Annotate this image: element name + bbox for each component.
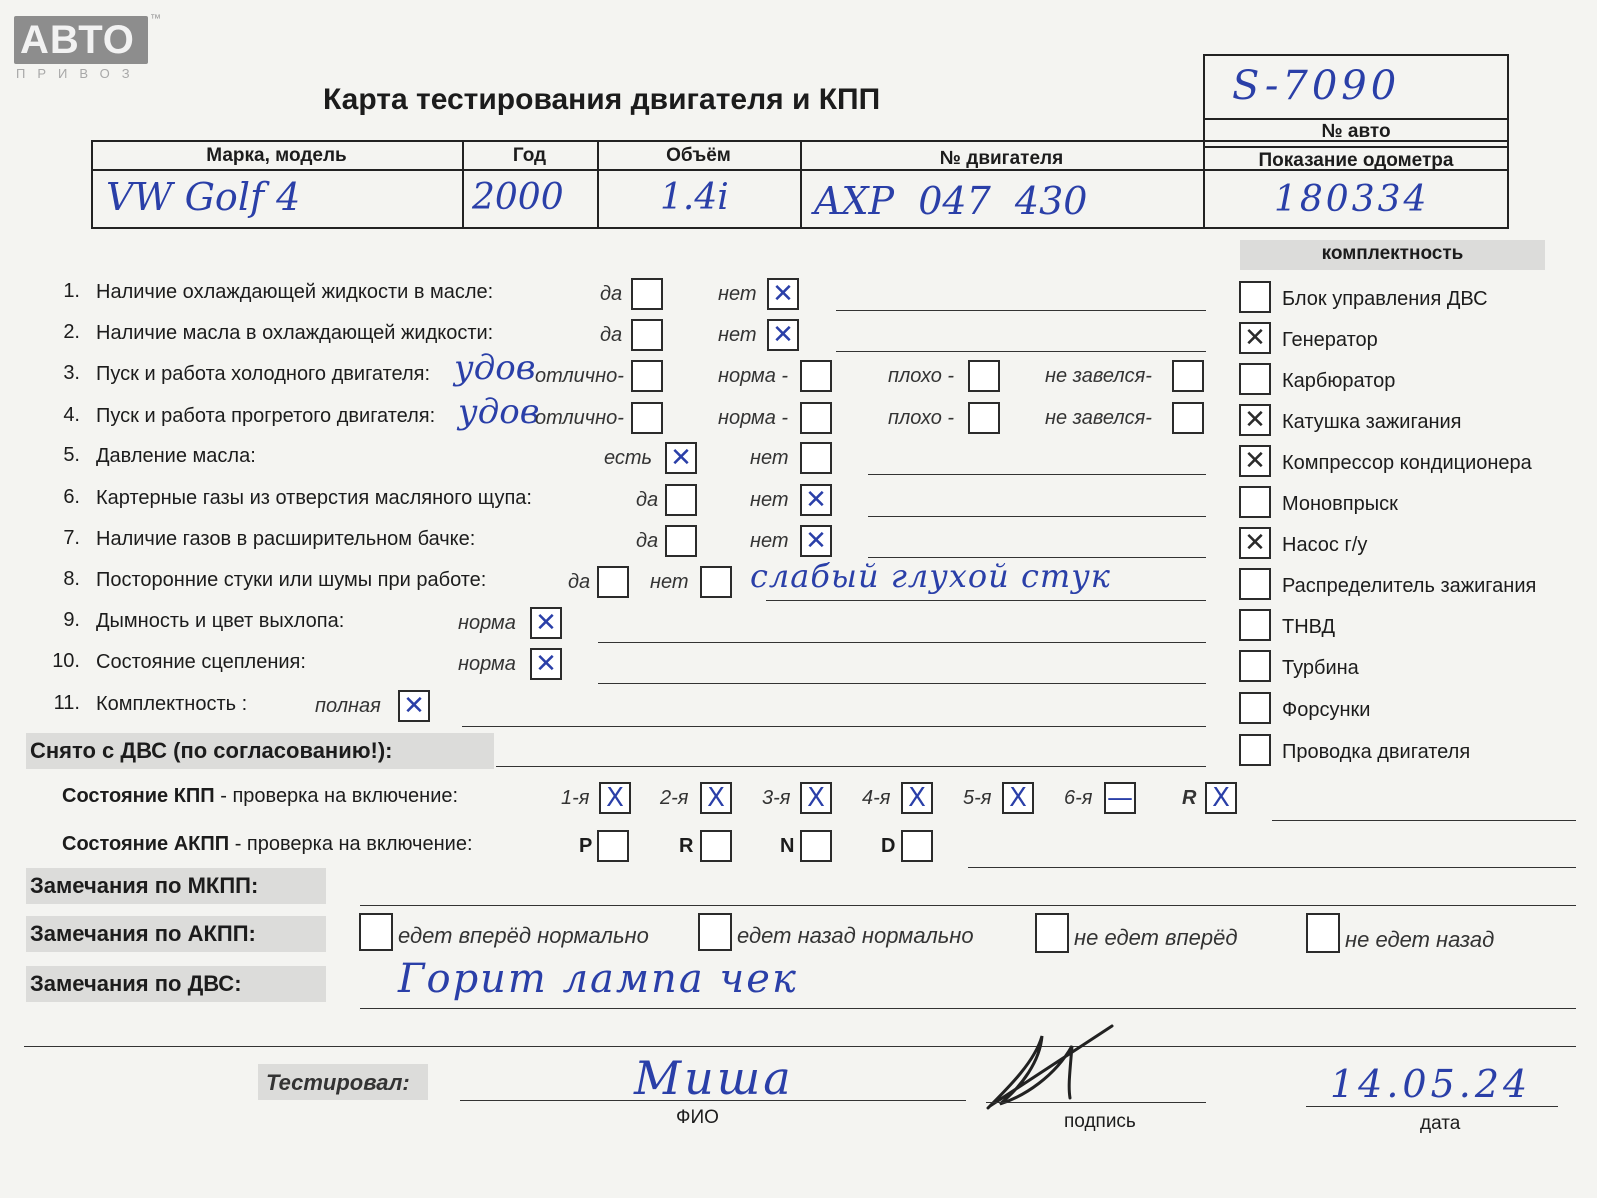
check-2-opt1: да	[600, 324, 623, 346]
col-year: Год	[512, 145, 547, 166]
check-5-no-box[interactable]	[800, 442, 832, 474]
check-11-num: 11.	[53, 692, 80, 714]
auto-no-label: № авто	[1321, 121, 1391, 142]
akpp-label-bold: Состояние АКПП	[62, 833, 230, 855]
akpp-label-rest: - проверка на включение:	[229, 833, 473, 855]
gear-4-box[interactable]	[901, 782, 933, 814]
check-2-no-box[interactable]	[767, 319, 799, 351]
check-4-not-started-box[interactable]	[1172, 402, 1204, 434]
check-3-bad-box[interactable]	[968, 360, 1000, 392]
check-mark-icon: X	[1212, 783, 1230, 813]
check-mark-icon: ✕	[535, 649, 557, 679]
akpp-forward-ok: едет вперёд нормально	[398, 923, 649, 948]
check-9-line	[598, 642, 1206, 643]
check-3-excellent-box[interactable]	[631, 360, 663, 392]
make-model-value: VW Golf 4	[106, 175, 301, 219]
check-8-opt2: нет	[650, 571, 689, 593]
year-value: 2000	[472, 177, 564, 218]
check-8-num: 8.	[63, 568, 80, 590]
card-number: S-7090	[1232, 63, 1401, 109]
remarks-dvs-line	[360, 1008, 1576, 1009]
check-9-num: 9.	[63, 609, 80, 631]
gear-1-box[interactable]	[599, 782, 631, 814]
check-10-line	[598, 683, 1206, 684]
check-mark-icon: X	[908, 783, 926, 813]
check-11-label: Комплектность :	[96, 693, 248, 715]
check-5-num: 5.	[63, 444, 80, 466]
akpp-mode-d: D	[881, 835, 896, 857]
completeness-item-7: Распределитель зажигания	[1282, 575, 1537, 597]
dash-mark-icon: —	[1107, 783, 1133, 813]
logo-tm: ™	[150, 13, 161, 25]
check-3-not-started-box[interactable]	[1172, 360, 1204, 392]
gear-3-label: 3-я	[762, 787, 791, 809]
check-3-note: удов	[454, 348, 536, 388]
gear-5-box[interactable]	[1002, 782, 1034, 814]
kpp-label-rest: - проверка на включение:	[214, 785, 459, 807]
check-8-yes-box[interactable]	[597, 566, 629, 598]
check-7-num: 7.	[63, 527, 80, 549]
check-10-num: 10.	[52, 650, 80, 672]
completeness-box-7[interactable]	[1239, 568, 1271, 600]
check-1-line	[836, 310, 1206, 311]
akpp-d-box[interactable]	[901, 830, 933, 862]
gear-2-box[interactable]	[700, 782, 732, 814]
completeness-item-5: Моновпрыск	[1282, 493, 1398, 515]
completeness-box-10[interactable]	[1239, 692, 1271, 724]
completeness-item-9: Турбина	[1282, 657, 1359, 679]
signature-label: подпись	[1064, 1111, 1136, 1132]
akpp-no-forward-box[interactable]	[1035, 913, 1069, 953]
check-9-opt1: норма	[458, 612, 516, 634]
check-1-no-box[interactable]	[767, 278, 799, 310]
check-4-opt-excellent: отлично-	[535, 407, 624, 429]
check-3-opt-normal: норма -	[718, 365, 789, 387]
test-date: 14.05.24	[1330, 1062, 1532, 1106]
check-4-normal-box[interactable]	[800, 402, 832, 434]
gear-3-box[interactable]	[800, 782, 832, 814]
completeness-title: комплектность	[1321, 243, 1464, 264]
logo-subtitle: ПРИВОЗ	[16, 66, 142, 81]
signature-line	[986, 1102, 1206, 1103]
check-6-num: 6.	[63, 486, 80, 508]
check-11-opt1: полная	[315, 695, 381, 717]
check-1-label: Наличие охлаждающей жидкости в масле:	[96, 281, 494, 303]
check-7-opt2: нет	[750, 530, 789, 552]
check-mark-icon: X	[606, 783, 624, 813]
remarks-mkpp-label: Замечания по МКПП:	[30, 873, 259, 898]
tester-name: Миша	[634, 1051, 794, 1105]
check-6-yes-box[interactable]	[665, 484, 697, 516]
check-2-yes-box[interactable]	[631, 319, 663, 351]
check-mark-icon: ✕	[1244, 528, 1266, 558]
akpp-mode-n: N	[780, 835, 795, 857]
check-3-opt-not-started: не завелся-	[1045, 365, 1152, 387]
remarks-dvs-note: Горит лампа чек	[398, 956, 798, 1002]
completeness-item-1: Генератор	[1282, 329, 1378, 351]
check-mark-icon: ✕	[1244, 405, 1266, 435]
check-mark-icon: ✕	[805, 526, 827, 556]
gear-1-label: 1-я	[561, 787, 590, 809]
check-10-opt1: норма	[458, 653, 516, 675]
check-11-full-box[interactable]	[398, 690, 430, 722]
completeness-box-5[interactable]	[1239, 486, 1271, 518]
engine-no-value: AXP 047 430	[814, 179, 1088, 223]
check-6-no-box[interactable]	[800, 484, 832, 516]
completeness-box-4[interactable]	[1239, 445, 1271, 477]
check-6-line	[868, 516, 1206, 517]
check-mark-icon: X	[807, 783, 825, 813]
check-6-opt2: нет	[750, 489, 789, 511]
check-5-opt1: есть	[604, 447, 653, 469]
completeness-box-6[interactable]	[1239, 527, 1271, 559]
akpp-forward-ok-box[interactable]	[359, 913, 393, 951]
check-mark-icon: ✕	[1244, 323, 1266, 353]
remarks-akpp-label: Замечания по АКПП:	[30, 921, 256, 946]
check-1-opt2: нет	[718, 283, 757, 305]
check-1-num: 1.	[63, 280, 80, 302]
akpp-n-box[interactable]	[800, 830, 832, 862]
check-9-normal-box[interactable]	[530, 607, 562, 639]
check-mark-icon: X	[707, 783, 725, 813]
check-2-label: Наличие масла в охлаждающей жидкости:	[96, 322, 494, 344]
check-5-opt2: нет	[750, 447, 789, 469]
check-4-bad-box[interactable]	[968, 402, 1000, 434]
gear-r-box[interactable]	[1205, 782, 1237, 814]
removed-label: Снято с ДВС (по согласованию!):	[30, 738, 393, 763]
gear-4-label: 4-я	[862, 787, 891, 809]
check-3-label: Пуск и работа холодного двигателя:	[96, 363, 431, 385]
removed-line	[496, 766, 1206, 767]
signature-icon	[980, 1016, 1120, 1116]
check-5-line	[868, 474, 1206, 475]
akpp-mode-r: R	[679, 835, 694, 857]
check-6-label: Картерные газы из отверстия масляного щупа:	[96, 487, 532, 509]
check-7-no-box[interactable]	[800, 525, 832, 557]
completeness-item-10: Форсунки	[1282, 699, 1371, 721]
col-make-model: Марка, модель	[206, 145, 347, 166]
akpp-mode-p: P	[579, 835, 593, 857]
logo-text: АВТО	[20, 18, 135, 62]
fio-line	[460, 1100, 966, 1101]
completeness-item-0: Блок управления ДВС	[1282, 288, 1488, 310]
check-11-line	[462, 726, 1206, 727]
akpp-r-box[interactable]	[700, 830, 732, 862]
completeness-box-8[interactable]	[1239, 609, 1271, 641]
check-mark-icon: ✕	[535, 608, 557, 638]
col-engine-no: № двигателя	[939, 148, 1064, 169]
check-3-opt-bad: плохо -	[888, 365, 955, 387]
check-7-label: Наличие газов в расширительном бачке:	[96, 528, 476, 550]
check-4-opt-normal: норма -	[718, 407, 789, 429]
check-mark-icon: ✕	[772, 279, 794, 309]
completeness-item-8: ТНВД	[1282, 616, 1336, 638]
odometer-value: 180334	[1274, 179, 1430, 220]
check-4-excellent-box[interactable]	[631, 402, 663, 434]
volume-value: 1.4i	[660, 177, 729, 218]
completeness-box-9[interactable]	[1239, 650, 1271, 682]
check-7-opt1: да	[636, 530, 659, 552]
akpp-no-backward: не едет назад	[1345, 927, 1495, 952]
check-5-yes-box[interactable]	[665, 442, 697, 474]
akpp-p-box[interactable]	[597, 830, 629, 862]
check-mark-icon: ✕	[1244, 446, 1266, 476]
check-4-label: Пуск и работа прогретого двигателя:	[96, 405, 436, 427]
akpp-no-backward-box[interactable]	[1306, 913, 1340, 953]
gear-r-label: R	[1182, 787, 1197, 809]
check-4-num: 4.	[63, 404, 80, 426]
date-label: дата	[1420, 1113, 1461, 1134]
check-8-no-box[interactable]	[700, 566, 732, 598]
check-8-line	[766, 600, 1206, 601]
check-4-note: удов	[458, 392, 540, 432]
check-mark-icon: X	[1009, 783, 1027, 813]
check-10-normal-box[interactable]	[530, 648, 562, 680]
akpp-no-forward: не едет вперёд	[1074, 925, 1238, 950]
gear-6-box[interactable]	[1104, 782, 1136, 814]
check-10-label: Состояние сцепления:	[96, 651, 306, 673]
akpp-line	[968, 867, 1576, 868]
check-1-yes-box[interactable]	[631, 278, 663, 310]
check-3-opt-excellent: отлично-	[535, 365, 624, 387]
check-4-opt-not-started: не завелся-	[1045, 407, 1152, 429]
akpp-backward-ok: едет назад нормально	[737, 923, 974, 948]
gear-5-label: 5-я	[963, 787, 992, 809]
check-9-label: Дымность и цвет выхлопа:	[96, 610, 345, 632]
check-mark-icon: ✕	[670, 443, 692, 473]
completeness-box-0[interactable]	[1239, 281, 1271, 313]
check-mark-icon: ✕	[805, 485, 827, 515]
col-volume: Объём	[666, 145, 731, 166]
akpp-backward-ok-box[interactable]	[698, 913, 732, 951]
check-8-opt1: да	[568, 571, 591, 593]
completeness-item-11: Проводка двигателя	[1282, 741, 1471, 763]
tested-label: Тестировал:	[266, 1070, 410, 1095]
remarks-dvs-label: Замечания по ДВС:	[30, 971, 242, 996]
page-title: Карта тестирования двигателя и КПП	[323, 83, 881, 116]
akpp-label	[62, 832, 473, 856]
check-5-label: Давление масла:	[96, 445, 256, 467]
completeness-box-2[interactable]	[1239, 363, 1271, 395]
check-mark-icon: ✕	[772, 320, 794, 350]
completeness-item-2: Карбюратор	[1282, 370, 1396, 392]
check-2-num: 2.	[63, 321, 80, 343]
completeness-box-11[interactable]	[1239, 734, 1271, 766]
check-4-opt-bad: плохо -	[888, 407, 955, 429]
remarks-mkpp-line	[360, 905, 1576, 906]
check-6-opt1: да	[636, 489, 659, 511]
completeness-item-3: Катушка зажигания	[1282, 411, 1462, 433]
completeness-box-3[interactable]	[1239, 404, 1271, 436]
kpp-label	[62, 784, 458, 808]
completeness-item-4: Компрессор кондиционера	[1282, 452, 1532, 474]
fio-label: ФИО	[676, 1107, 719, 1128]
check-3-normal-box[interactable]	[800, 360, 832, 392]
check-7-yes-box[interactable]	[665, 525, 697, 557]
separator-line	[24, 1046, 1576, 1047]
completeness-box-1[interactable]	[1239, 322, 1271, 354]
odometer-label: Показание одометра	[1258, 150, 1454, 171]
check-1-opt1: да	[600, 283, 623, 305]
gear-2-label: 2-я	[660, 787, 689, 809]
kpp-line	[1272, 820, 1576, 821]
completeness-item-6: Насос г/у	[1282, 534, 1368, 556]
check-2-line	[836, 351, 1206, 352]
check-3-num: 3.	[63, 362, 80, 384]
date-line	[1306, 1106, 1558, 1107]
check-2-opt2: нет	[718, 324, 757, 346]
check-8-note: слабый глухой стук	[750, 557, 1111, 595]
gear-6-label: 6-я	[1064, 787, 1093, 809]
check-8-label: Посторонние стуки или шумы при работе:	[96, 569, 487, 591]
check-mark-icon: ✕	[403, 691, 425, 721]
kpp-label-bold: Состояние КПП	[62, 785, 215, 807]
